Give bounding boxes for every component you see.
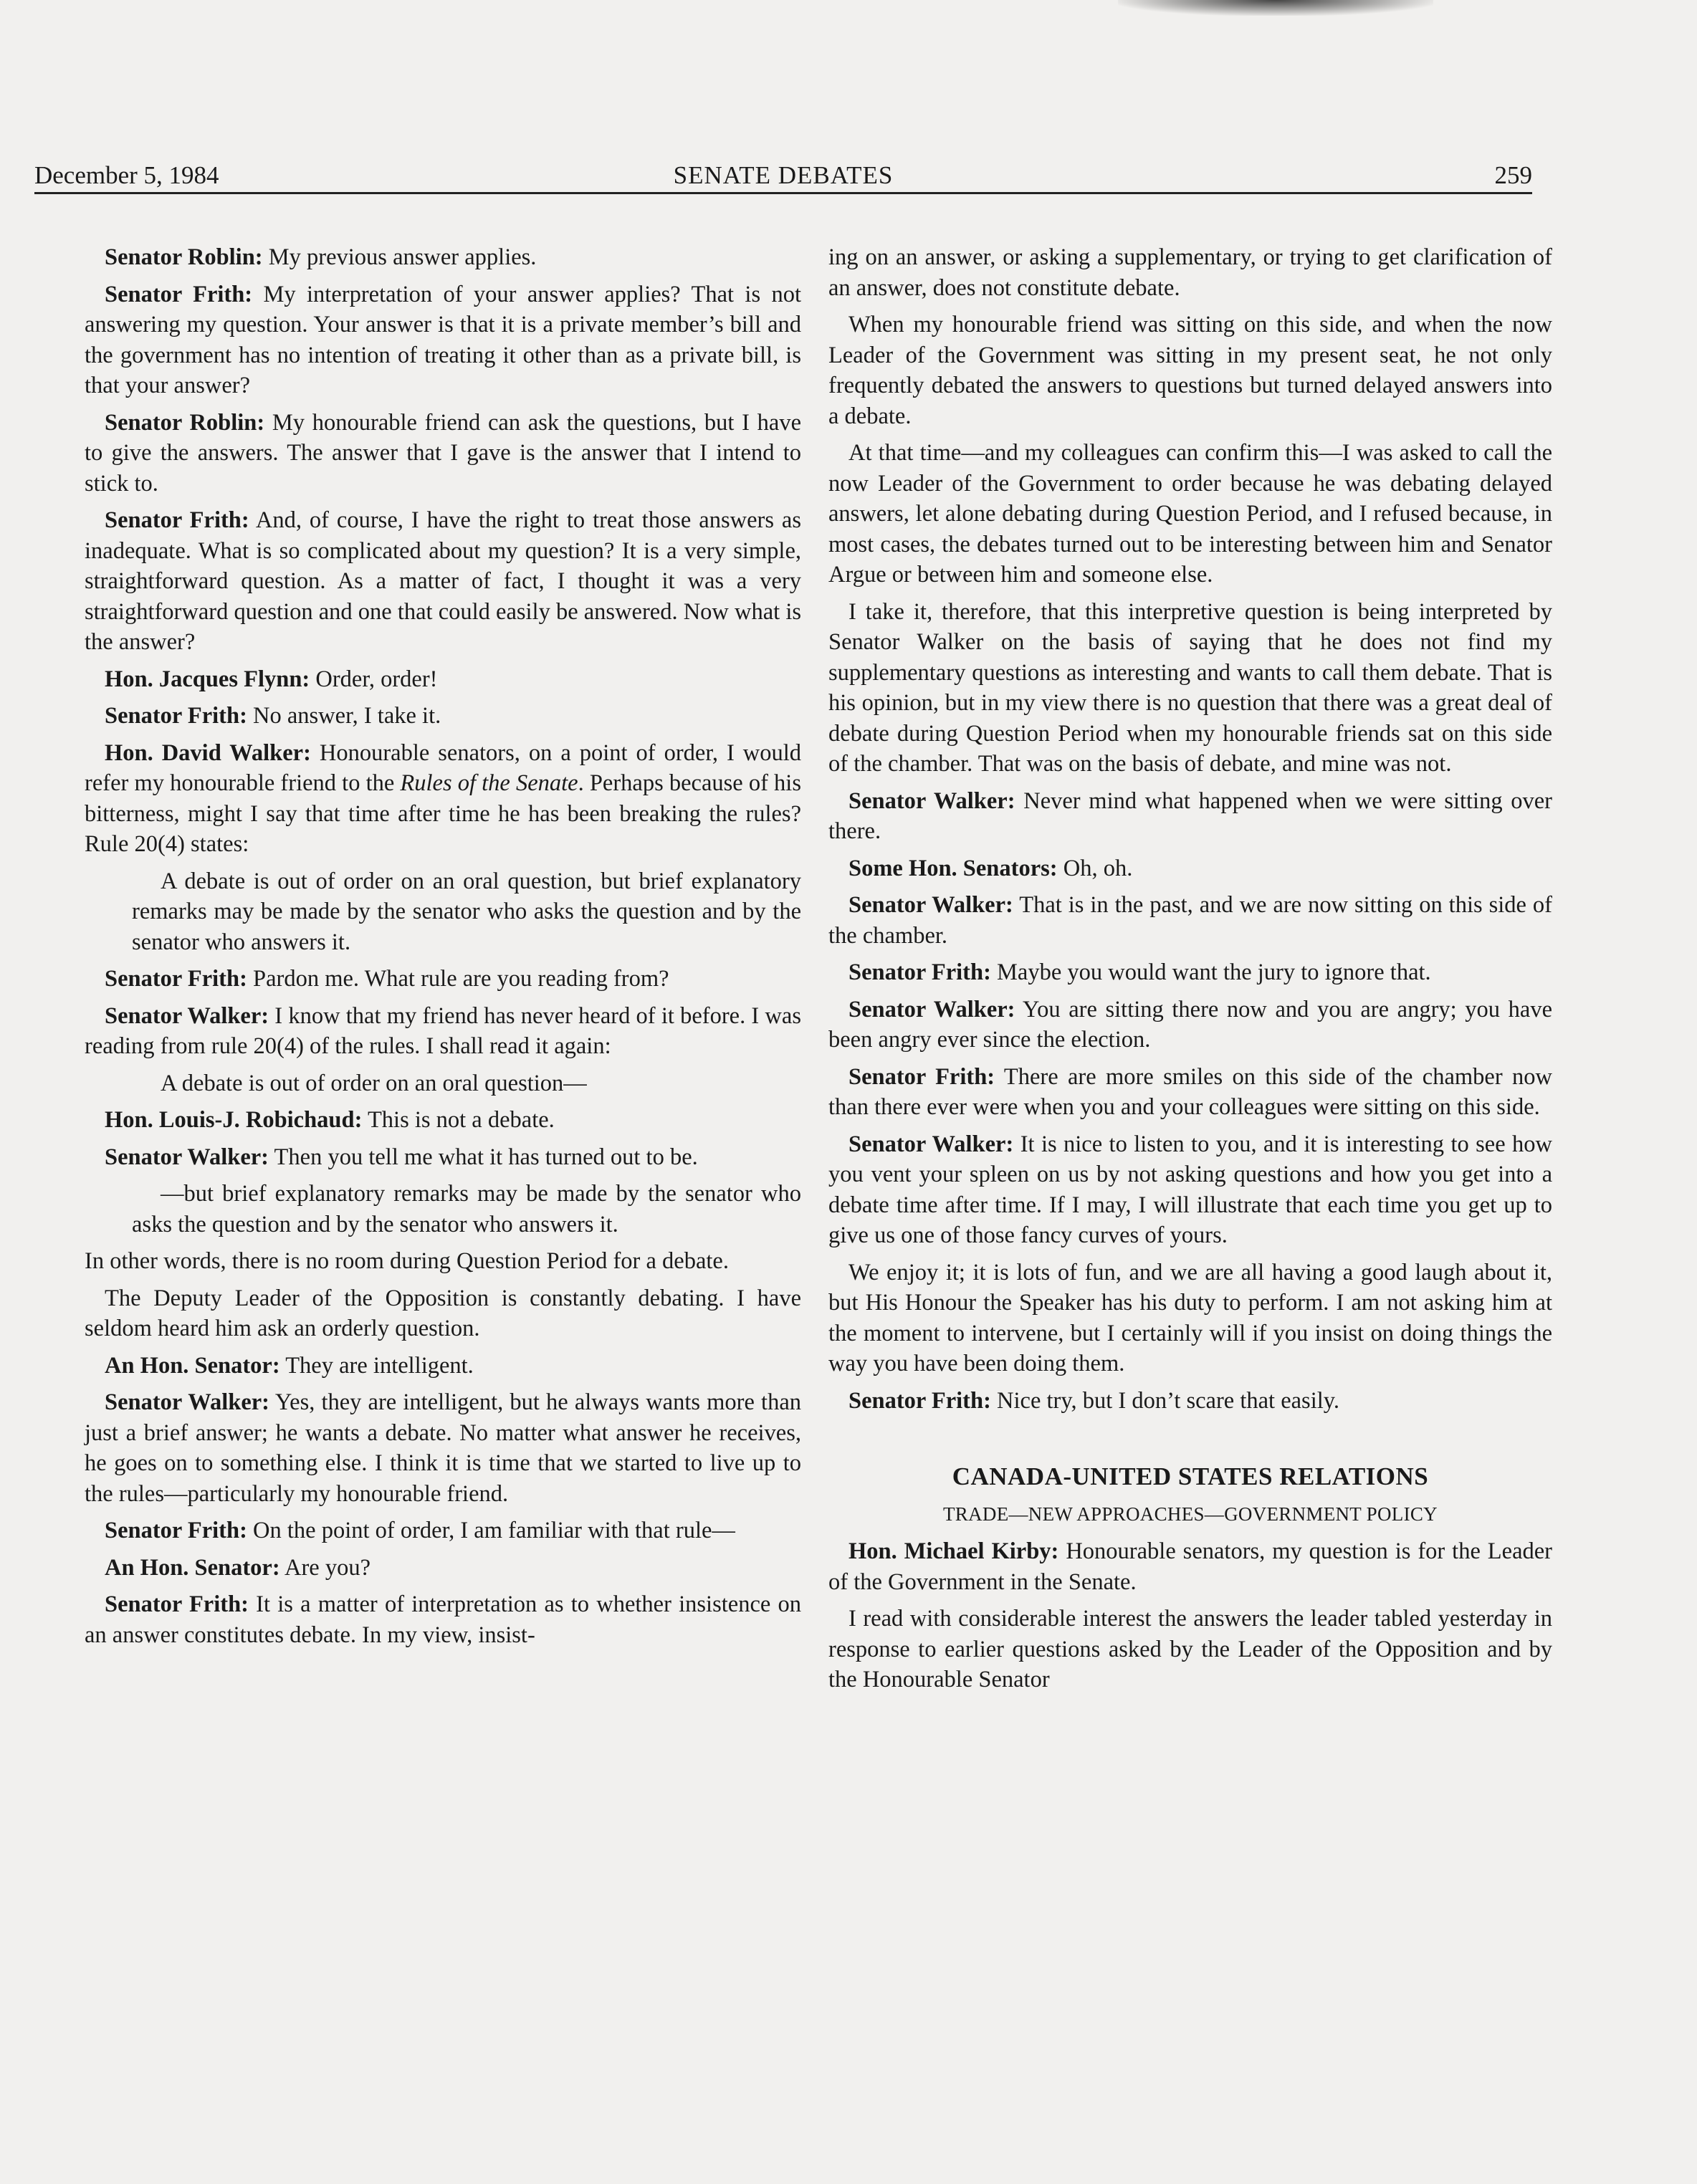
paragraph: At that time—and my colleagues can confirm this—I was asked to call the now Leader of the Government to order because he was debating delayed answers, let alone debating during Question Period, and I refused because, in most cases, the debates turned out to be interesting between him and Senator Argue or between him and someone else. [828,440,1552,588]
speech-text: Order, order! [310,666,438,692]
paragraph [85,1142,801,1173]
speaker-name: Senator Walker: [105,1144,269,1170]
speech-text: On the point of order, I am familiar with that rule— [247,1518,735,1543]
speech-text: This is not a debate. [362,1107,555,1133]
paragraph [828,786,1552,847]
speaker-name: Senator Roblin: [105,244,263,270]
paragraph: I read with considerable interest the answers the leader tabled yesterday in response to earlier questions asked by the Leader of the Opposition and by the Honourable Senator [828,1606,1552,1692]
header-title: SENATE DEBATES [673,161,894,189]
paragraph [85,1589,801,1650]
paragraph [85,1387,801,1509]
right-column [828,242,1552,1702]
speaker-name: Senator Frith: [848,959,991,985]
speaker-name: Senator Frith: [105,703,247,729]
speech-text: There are more smiles on this side of the chamber now than there ever were when you and your colleagues were sitting on this side. [828,1063,1552,1120]
speech-text: Then you tell me what it has turned out to be. [269,1144,698,1170]
paragraph [828,890,1552,951]
speech-text: Pardon me. What rule are you reading from? [247,966,669,992]
paragraph [85,664,801,695]
paragraph [85,1001,801,1062]
paragraph [828,995,1552,1055]
paragraph [85,738,801,860]
left-column [85,242,801,1657]
speaker-name: Senator Walker: [105,1389,270,1415]
paragraph [85,1553,801,1584]
rule-quote: —but brief explanatory remarks may be made by the senator who asks the question and by the senator who answers it. [132,1181,801,1237]
paragraph [828,1062,1552,1123]
speaker-name: Some Hon. Senators: [848,855,1058,881]
paragraph [828,1386,1552,1417]
speech-text: I know that my friend has never heard of it before. I was reading from rule 20(4) of the rules. I shall read it again: [85,1002,801,1059]
speaker-name: Senator Walker: [848,787,1015,814]
speech-text: Maybe you would want the jury to ignore that. [990,959,1431,985]
paragraph [85,242,801,273]
speech-text: Yes, they are intelligent, but he always wants more than just a brief answer; he wants a debate. No matter what answer he receives, he goes on to something else. I think it is time that we started to live up to the rules—particularly my honourable friend. [85,1389,801,1507]
paragraph: ing on an answer, or asking a supplementary, or trying to get clarification of an answer, does not constitute debate. [828,244,1552,301]
section-subtitle: TRADE—NEW APPROACHES—GOVERNMENT POLICY [943,1503,1438,1525]
speech-text: Oh, oh. [1057,855,1133,881]
speaker-name: Senator Roblin: [105,409,265,436]
header-date: December 5, 1984 [34,161,219,189]
speech-text: Honourable senators, my question is for the Leader of the Government in the Senate. [828,1538,1553,1595]
speaker-name: Hon. Louis-J. Robichaud: [105,1107,363,1133]
speech-text: It is nice to listen to you, and it is interesting to see how you vent your spleen on us by not asking questions and how you get into a debate time after time. If I may, I will illustrate that each time you get up to give us one of those fancy curves of yours. [828,1131,1552,1248]
header-page-number: 259 [1494,161,1532,189]
paragraph: When my honourable friend was sitting on this side, and when the now Leader of the Government was sitting in my present seat, he not only frequently debated the answers to questions but turned delayed answers into a debate. [828,312,1552,429]
scan-edge-shadow [1118,0,1433,16]
speech-text: Are you? [279,1554,371,1581]
paragraph: In other words, there is no room during Question Period for a debate. [85,1248,729,1274]
paragraph: The Deputy Leader of the Opposition is constantly debating. I have seldom heard him ask an orderly question. [85,1285,801,1341]
paragraph [85,505,801,658]
speech-text: Honourable senators, on a point of order, I would refer my honourable friend to the [85,739,801,796]
speaker-name: Senator Walker: [848,892,1013,918]
speech-text: Never mind what happened when we were sitting over there. [828,787,1552,844]
page-header [34,159,1532,194]
paragraph [828,853,1552,884]
paragraph [85,1515,801,1546]
paragraph: I take it, therefore, that this interpretive question is being interpreted by Senator Walker on the basis of saying that he does not find my supplementary questions as interesting and wants to call them debate. That is his opinion, but in my view there is no question that there was a great deal of debate during Question Period when my honourable friends sat on this side of the chamber. That was on the basis of debate, and mine was not. [828,598,1552,777]
speaker-name: Hon. David Walker: [105,739,311,766]
paragraph [85,408,801,499]
speech-text: You are sitting there now and you are angry; you have been angry ever since the election. [828,996,1552,1053]
speaker-name: Senator Frith: [848,1387,991,1414]
paragraph [85,1351,801,1381]
speaker-name: Senator Frith: [105,1591,249,1617]
speech-text: That is in the past, and we are now sitting on this side of the chamber. [828,892,1552,949]
rule-quote: A debate is out of order on an oral question— [161,1070,587,1096]
rules-title: Rules of the Senate [400,770,578,796]
paragraph [85,279,801,401]
paragraph [85,1105,801,1136]
speaker-name: Senator Walker: [105,1002,269,1029]
speaker-name: Senator Walker: [848,996,1015,1022]
speech-text: My honourable friend can ask the questions, but I have to give the answers. The answer that I gave is the answer that I intend to stick to. [85,409,801,497]
speech-text: No answer, I take it. [247,703,441,729]
speaker-name: An Hon. Senator: [105,1554,280,1581]
speaker-name: An Hon. Senator: [105,1352,280,1379]
section-title: CANADA-UNITED STATES RELATIONS [952,1462,1429,1490]
paragraph: We enjoy it; it is lots of fun, and we are all having a good laugh about it, but His Honour the Speaker has his duty to perform. I am not asking him at the moment to intervene, but I certainly will if you insist on doing things the way you have been doing them. [828,1259,1552,1376]
speech-text: They are intelligent. [279,1352,474,1379]
speaker-name: Senator Frith: [848,1063,995,1090]
rule-quote: A debate is out of order on an oral question, but brief explanatory remarks may be made by the senator who asks the question and by the senator who answers it. [132,868,801,955]
speaker-name: Hon. Michael Kirby: [848,1538,1059,1564]
speech-text: . Perhaps because of his bitterness, might I say that time after time he has been breaking the rules? Rule 20(4) states: [85,770,801,857]
speaker-name: Senator Frith: [105,966,247,992]
paragraph [828,957,1552,988]
speaker-name: Senator Frith: [105,281,253,307]
speaker-name: Hon. Jacques Flynn: [105,666,310,692]
speech-text: Nice try, but I don’t scare that easily. [990,1387,1340,1414]
speech-text: And, of course, I have the right to treat those answers as inadequate. What is so complicated about my question? It is a very simple, straightforward question. As a matter of fact, I thought it was a very straightforward question and one that could easily be answered. Now what is the answer? [85,507,802,655]
paragraph [85,964,801,995]
speech-text: It is a matter of interpretation as to whether insistence on an answer constitutes debate. In my view, insist- [85,1591,801,1648]
speech-text: My interpretation of your answer applies? That is not answering my question. Your answer is that it is a private member’s bill and the government has no intention of treating it other than as a private bill, is that your answer? [85,281,802,398]
speaker-name: Senator Frith: [105,1518,247,1543]
speaker-name: Senator Walker: [848,1131,1014,1157]
speaker-name: Senator Frith: [105,507,249,533]
paragraph [828,1536,1552,1597]
paragraph [85,701,801,732]
speech-text: My previous answer applies. [262,244,537,270]
paragraph [828,1129,1552,1251]
